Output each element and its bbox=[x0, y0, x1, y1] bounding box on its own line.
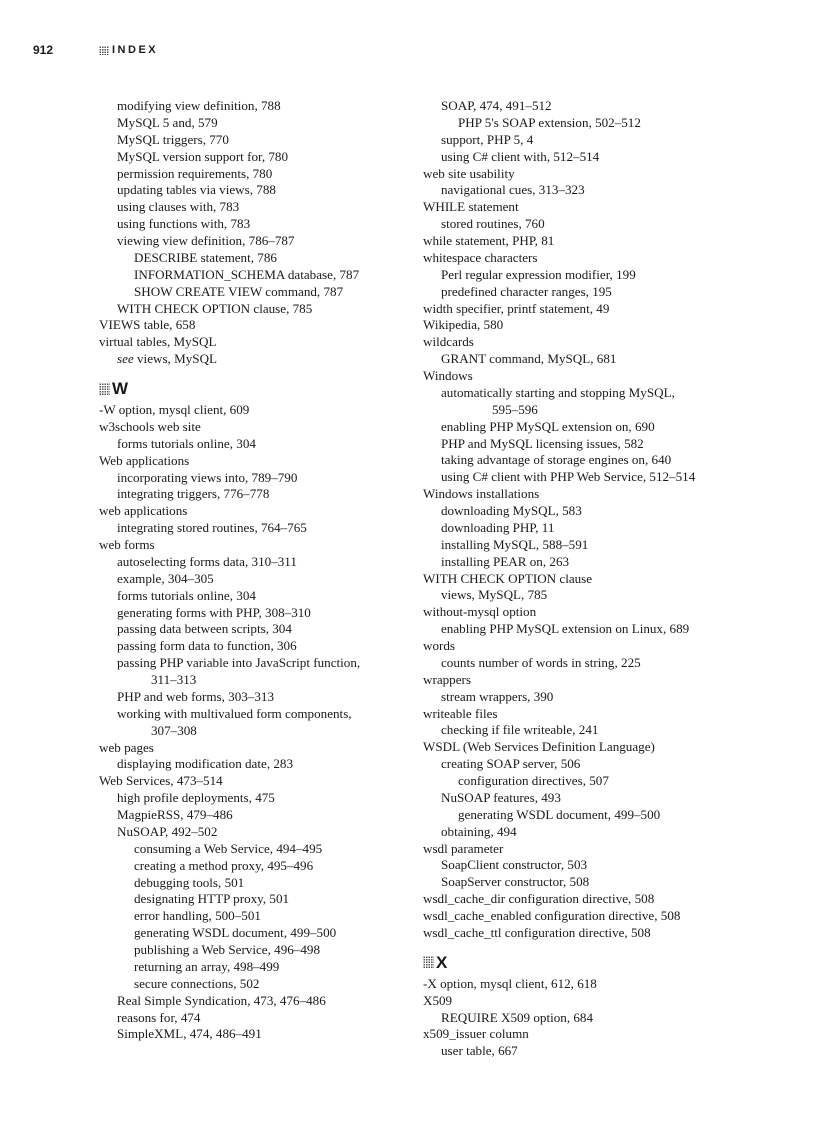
index-entry: permission requirements, 780 bbox=[117, 165, 273, 181]
index-entry: obtaining, 494 bbox=[441, 823, 517, 839]
halftone-square-icon bbox=[423, 956, 434, 969]
index-entry: -W option, mysql client, 609 bbox=[99, 402, 250, 417]
index-entry: counts number of words in string, 225 bbox=[441, 654, 641, 670]
index-entry: wsdl parameter bbox=[423, 840, 504, 856]
index-entry: -X option, mysql client, 612, 618 bbox=[423, 975, 597, 991]
left-column bbox=[99, 98, 399, 1043]
index-entry: passing PHP variable into JavaScript function, bbox=[117, 655, 361, 671]
index-entry: returning an array, 498–499 bbox=[134, 958, 280, 974]
running-header bbox=[33, 40, 158, 60]
index-entry: reasons for, 474 bbox=[117, 1009, 201, 1025]
entries-part1 bbox=[423, 98, 723, 942]
index-entry: passing data between scripts, 304 bbox=[117, 621, 292, 637]
index-entry: installing MySQL, 588–591 bbox=[441, 536, 589, 552]
index-entry: Wikipedia, 580 bbox=[423, 317, 504, 333]
index-entry: configuration directives, 507 bbox=[458, 773, 609, 788]
index-entry: generating WSDL document, 499–500 bbox=[134, 925, 337, 941]
index-entry: SoapServer constructor, 508 bbox=[441, 874, 590, 890]
index-entry: 311–313 bbox=[151, 672, 197, 687]
index-entry: enabling PHP MySQL extension on Linux, 689 bbox=[441, 621, 690, 637]
index-entry: while statement, PHP, 81 bbox=[423, 233, 555, 248]
index-entry: w3schools web site bbox=[99, 418, 201, 434]
index-entry: views, MySQL, 785 bbox=[441, 587, 548, 603]
index-entry: high profile deployments, 475 bbox=[117, 790, 275, 806]
index-entry: wsdl_cache_dir configuration directive, 508 bbox=[423, 891, 655, 907]
index-entry: automatically starting and stopping MySQL, bbox=[441, 384, 675, 400]
index-entry: installing PEAR on, 263 bbox=[441, 553, 570, 569]
index-entry: WSDL (Web Services Definition Language) bbox=[423, 739, 655, 755]
index-entry: working with multivalued form components, bbox=[117, 705, 352, 721]
index-entry: generating WSDL document, 499–500 bbox=[458, 806, 661, 822]
index-entry: see views, MySQL bbox=[117, 351, 218, 367]
index-entry: wrappers bbox=[423, 671, 471, 687]
index-entry: predefined character ranges, 195 bbox=[441, 283, 612, 299]
index-entry: using functions with, 783 bbox=[117, 216, 251, 232]
letter-heading-x bbox=[423, 952, 723, 974]
index-entry: x509_issuer column bbox=[423, 1026, 529, 1042]
index-entry: modifying view definition, 788 bbox=[117, 98, 281, 113]
index-entry: REQUIRE X509 option, 684 bbox=[441, 1009, 594, 1025]
index-entry: forms tutorials online, 304 bbox=[117, 587, 256, 603]
index-entry: GRANT command, MySQL, 681 bbox=[441, 351, 617, 367]
index-entry: user table, 667 bbox=[441, 1043, 518, 1059]
index-entry: MySQL version support for, 780 bbox=[117, 148, 289, 164]
index-entry: WITH CHECK OPTION clause, 785 bbox=[117, 300, 313, 316]
index-entry: SoapClient constructor, 503 bbox=[441, 857, 588, 873]
index-entry: stream wrappers, 390 bbox=[441, 688, 554, 704]
index-entry: web pages bbox=[99, 739, 154, 755]
index-entry: generating forms with PHP, 308–310 bbox=[117, 604, 311, 620]
halftone-square-icon bbox=[99, 46, 109, 55]
index-entry: forms tutorials online, 304 bbox=[117, 435, 256, 451]
index-entry: words bbox=[423, 638, 456, 653]
index-entry: example, 304–305 bbox=[117, 570, 214, 586]
index-entry: Web Services, 473–514 bbox=[99, 773, 223, 789]
index-entry: autoselecting forms data, 310–311 bbox=[117, 553, 297, 569]
index-entry: consuming a Web Service, 494–495 bbox=[134, 840, 323, 856]
index-entry: without-mysql option bbox=[423, 604, 537, 620]
index-entry: Web applications bbox=[99, 452, 190, 468]
index-entry: enabling PHP MySQL extension on, 690 bbox=[441, 418, 655, 434]
page-number: 912 bbox=[33, 43, 54, 57]
index-entry: X509 bbox=[423, 992, 453, 1008]
index-entry: displaying modification date, 283 bbox=[117, 756, 294, 772]
index-entry: WITH CHECK OPTION clause bbox=[423, 570, 593, 586]
index-entry: Perl regular expression modifier, 199 bbox=[441, 266, 636, 282]
entries-part2 bbox=[99, 402, 399, 1043]
letter-heading-text: W bbox=[112, 379, 129, 398]
index-entry: 307–308 bbox=[151, 722, 197, 738]
index-entry: SHOW CREATE VIEW command, 787 bbox=[134, 283, 344, 299]
index-entry: secure connections, 502 bbox=[134, 975, 260, 991]
index-entry: navigational cues, 313–323 bbox=[441, 182, 585, 198]
index-entry: incorporating views into, 789–790 bbox=[117, 469, 298, 485]
index-entry: using C# client with PHP Web Service, 512–514 bbox=[441, 469, 696, 485]
index-entry: integrating stored routines, 764–765 bbox=[117, 520, 307, 536]
index-entry: passing form data to function, 306 bbox=[117, 638, 297, 654]
index-entry: creating a method proxy, 495–496 bbox=[134, 857, 314, 873]
letter-heading-w bbox=[99, 378, 399, 400]
index-entry: integrating triggers, 776–778 bbox=[117, 486, 270, 502]
index-entry: wsdl_cache_enabled configuration directive, 508 bbox=[423, 908, 681, 923]
index-entry: using C# client with, 512–514 bbox=[441, 148, 600, 164]
index-entry: width specifier, printf statement, 49 bbox=[423, 300, 610, 316]
index-entry: viewing view definition, 786–787 bbox=[117, 233, 295, 248]
index-entry: checking if file writeable, 241 bbox=[441, 722, 599, 738]
index-entry: Windows installations bbox=[423, 486, 540, 502]
index-entry: MySQL 5 and, 579 bbox=[117, 114, 218, 130]
index-entry: MySQL triggers, 770 bbox=[117, 131, 229, 147]
index-entry: wildcards bbox=[423, 334, 474, 350]
index-entry: PHP and web forms, 303–313 bbox=[117, 688, 274, 704]
index-entry: writeable files bbox=[423, 705, 498, 721]
index-entry: INFORMATION_SCHEMA database, 787 bbox=[134, 266, 360, 282]
index-entry: wsdl_cache_ttl configuration directive, 508 bbox=[423, 924, 651, 940]
index-entry: Windows bbox=[423, 368, 473, 383]
index-entry: web forms bbox=[99, 537, 155, 552]
index-entry: designating HTTP proxy, 501 bbox=[134, 891, 290, 907]
index-entry: taking advantage of storage engines on, 640 bbox=[441, 452, 672, 468]
index-entry: PHP and MySQL licensing issues, 582 bbox=[441, 435, 644, 451]
index-entry: PHP 5's SOAP extension, 502–512 bbox=[458, 114, 641, 130]
index-entry: web applications bbox=[99, 503, 188, 519]
index-entry: WHILE statement bbox=[423, 199, 519, 215]
index-entry: whitespace characters bbox=[423, 249, 538, 265]
index-entry: error handling, 500–501 bbox=[134, 908, 261, 924]
index-entry: NuSOAP features, 493 bbox=[441, 789, 561, 805]
index-entry: using clauses with, 783 bbox=[117, 199, 240, 215]
letter-heading-text: X bbox=[436, 952, 448, 972]
index-entry: debugging tools, 501 bbox=[134, 874, 245, 890]
index-entry: publishing a Web Service, 496–498 bbox=[134, 942, 320, 957]
index-entry: updating tables via views, 788 bbox=[117, 182, 276, 198]
index-entry: NuSOAP, 492–502 bbox=[117, 823, 218, 839]
index-entry: SimpleXML, 474, 486–491 bbox=[117, 1026, 262, 1042]
index-entry: SOAP, 474, 491–512 bbox=[441, 98, 552, 113]
index-entry: 595–596 bbox=[492, 401, 538, 417]
index-entry: VIEWS table, 658 bbox=[99, 317, 196, 333]
right-column bbox=[423, 98, 723, 1060]
index-entry: Real Simple Syndication, 473, 476–486 bbox=[117, 992, 326, 1008]
halftone-square-icon bbox=[99, 383, 110, 396]
index-entry: MagpieRSS, 479–486 bbox=[117, 807, 233, 822]
index-entry: web site usability bbox=[423, 165, 515, 181]
index-entry: downloading MySQL, 583 bbox=[441, 503, 582, 518]
index-entry: DESCRIBE statement, 786 bbox=[134, 249, 277, 265]
index-entry: downloading PHP, 11 bbox=[441, 519, 555, 535]
entries-part2 bbox=[423, 976, 723, 1060]
section-title: INDEX bbox=[112, 44, 159, 56]
index-entry: creating SOAP server, 506 bbox=[441, 756, 581, 772]
index-entry: stored routines, 760 bbox=[441, 216, 545, 232]
index-entry: virtual tables, MySQL bbox=[99, 334, 217, 350]
entries-part1 bbox=[99, 98, 399, 368]
index-entry: support, PHP 5, 4 bbox=[441, 131, 534, 147]
